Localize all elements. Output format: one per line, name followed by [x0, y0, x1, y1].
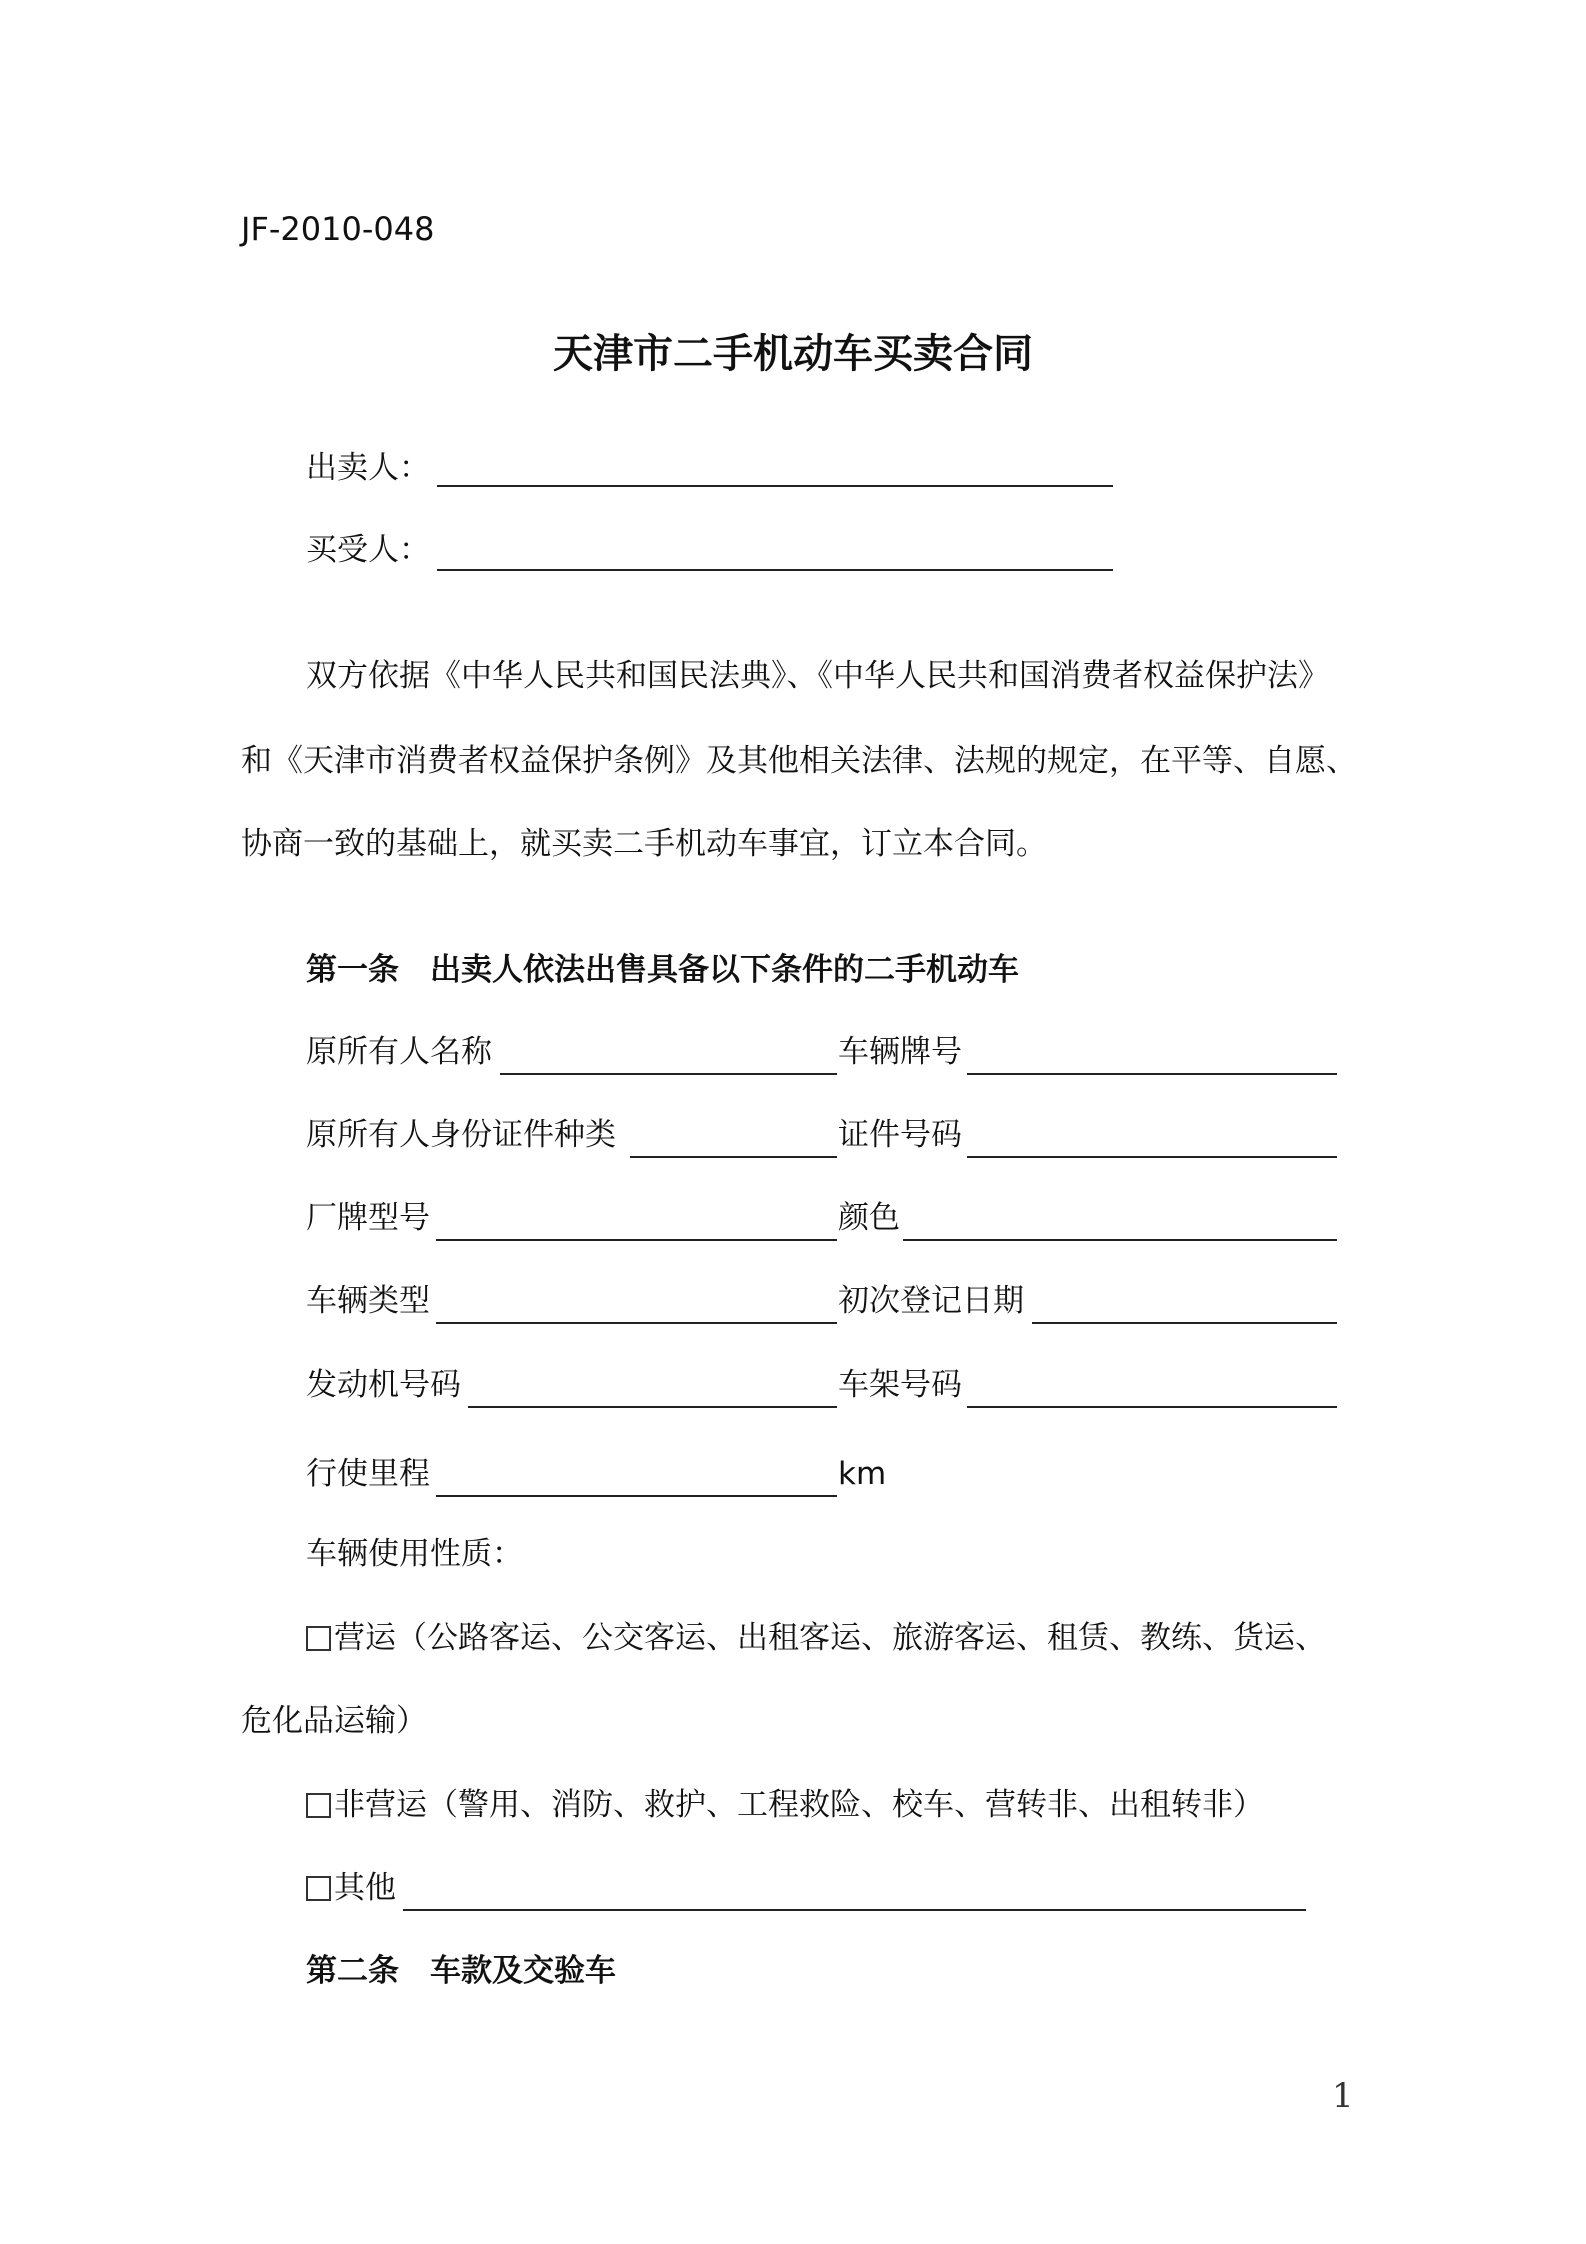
engine-no-label: 发动机号码 — [306, 1367, 461, 1403]
other-checkbox[interactable] — [306, 1876, 331, 1901]
buyer-label: 买受人： — [306, 532, 430, 568]
mileage-unit: km — [838, 1456, 887, 1492]
usage-other-option[interactable] — [306, 1868, 396, 1908]
vehicle-type-field[interactable] — [436, 1322, 837, 1324]
id-type-label: 原所有人身份证件种类 — [306, 1117, 616, 1153]
orig-owner-name-label: 原所有人名称 — [306, 1034, 492, 1070]
buyer-name-field[interactable] — [437, 569, 1113, 571]
vehicle-type-label: 车辆类型 — [306, 1283, 430, 1319]
usage-commercial-text: 营运（公路客运、公交客运、出租客运、旅游客运、租赁、教练、货运、 — [334, 1620, 1326, 1656]
document-code: JF-2010-048 — [241, 210, 435, 248]
mileage-field[interactable] — [436, 1495, 837, 1497]
usage-other-text: 其他 — [334, 1870, 396, 1906]
article-1-heading: 第一条 出卖人依法出售具备以下条件的二手机动车 — [306, 952, 1019, 988]
preamble-line-1: 双方依据《中华人民共和国民法典》、《中华人民共和国消费者权益保护法》 — [306, 658, 1329, 694]
seller-name-field[interactable] — [437, 485, 1113, 487]
model-field[interactable] — [436, 1239, 837, 1241]
noncommercial-checkbox[interactable] — [306, 1793, 331, 1818]
commercial-checkbox[interactable] — [306, 1626, 331, 1651]
page-number: 1 — [1332, 2076, 1354, 2116]
engine-no-field[interactable] — [468, 1406, 837, 1408]
frame-no-field[interactable] — [967, 1406, 1337, 1408]
preamble-line-2: 和《天津市消费者权益保护条例》及其他相关法律、法规的规定，在平等、自愿、 — [241, 743, 1357, 779]
usage-commercial-text-cont: 危化品运输） — [241, 1703, 427, 1739]
document-title: 天津市二手机动车买卖合同 — [553, 331, 1033, 377]
plate-no-field[interactable] — [967, 1073, 1337, 1075]
usage-label: 车辆使用性质： — [306, 1536, 523, 1572]
color-field[interactable] — [903, 1239, 1337, 1241]
frame-no-label: 车架号码 — [838, 1367, 962, 1403]
orig-owner-name-field[interactable] — [500, 1073, 837, 1075]
id-no-label: 证件号码 — [838, 1117, 962, 1153]
first-reg-date-label: 初次登记日期 — [838, 1283, 1024, 1319]
id-no-field[interactable] — [967, 1156, 1337, 1158]
seller-label: 出卖人： — [306, 450, 430, 486]
id-type-field[interactable] — [630, 1156, 837, 1158]
article-2-heading: 第二条 车款及交验车 — [306, 1953, 616, 1989]
color-label: 颜色 — [838, 1200, 900, 1236]
preamble-line-3: 协商一致的基础上，就买卖二手机动车事宜，订立本合同。 — [241, 826, 1047, 862]
mileage-label: 行使里程 — [306, 1456, 430, 1492]
model-label: 厂牌型号 — [306, 1200, 430, 1236]
first-reg-date-field[interactable] — [1032, 1322, 1337, 1324]
usage-noncommercial-text: 非营运（警用、消防、救护、工程救险、校车、营转非、出租转非） — [334, 1787, 1264, 1823]
usage-commercial-option[interactable] — [306, 1618, 1326, 1658]
usage-noncommercial-option[interactable] — [306, 1785, 1264, 1825]
plate-no-label: 车辆牌号 — [838, 1034, 962, 1070]
usage-other-field[interactable] — [403, 1909, 1306, 1911]
